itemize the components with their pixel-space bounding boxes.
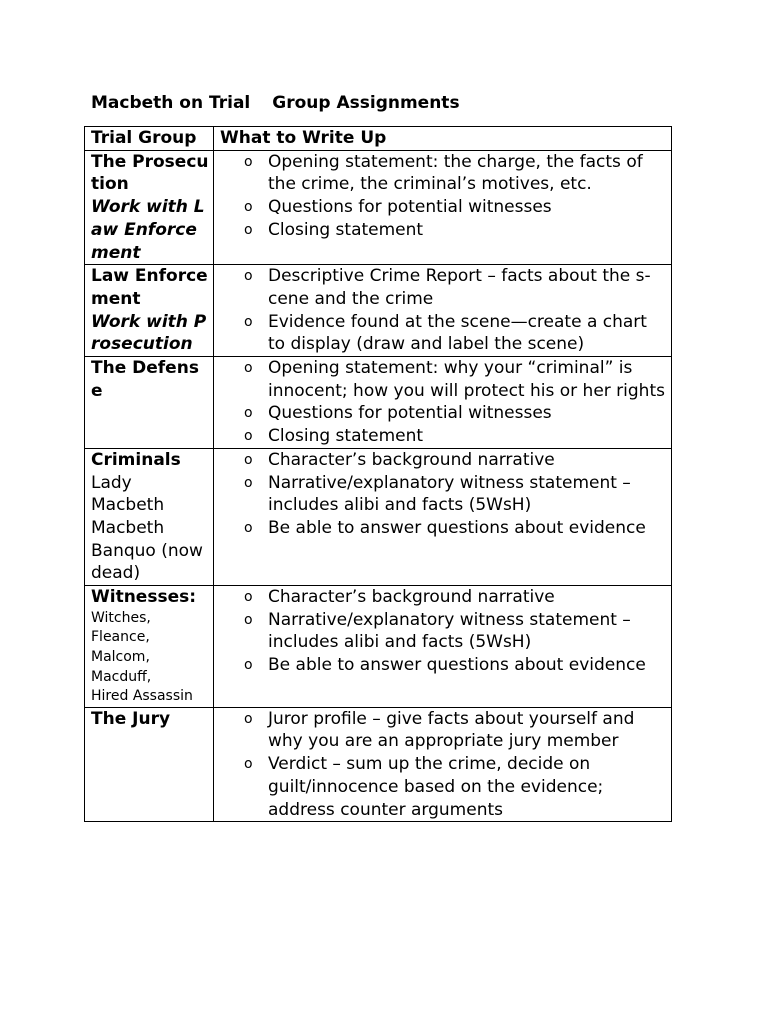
col-header-what-to-write: What to Write Up: [214, 127, 672, 151]
group-member: Malcom,: [91, 648, 150, 665]
write-up-cell: [214, 357, 672, 449]
group-member: Macduff,: [91, 668, 152, 685]
group-collaboration-note: Work with Law Enforcement: [91, 197, 205, 263]
group-name: The Defense: [91, 358, 199, 401]
trial-group-cell: [85, 150, 214, 265]
table-body: [85, 150, 672, 822]
group-name: Law Enforcement: [91, 266, 208, 309]
table-row: [85, 357, 672, 449]
group-member: Fleance,: [91, 629, 150, 646]
trial-group-cell: [85, 448, 214, 585]
task-item: o Juror profile – give facts about yourself and why you are an appropriate jury member: [244, 708, 667, 753]
write-up-cell: [214, 265, 672, 357]
group-member: Witches,: [91, 609, 151, 626]
task-item: o Verdict – sum up the crime, decide on guilt/innocence based on the evidence; address counter arguments: [244, 753, 667, 821]
write-up-cell: [214, 707, 672, 822]
write-up-cell: [214, 448, 672, 585]
header-row: [85, 127, 672, 151]
task-list: [220, 357, 667, 448]
table-row: [85, 265, 672, 357]
table-row: [85, 707, 672, 822]
task-item: o Questions for potential witnesses: [244, 196, 667, 219]
task-list: [220, 265, 667, 356]
group-member: Macbeth: [91, 517, 165, 538]
task-item: o Be able to answer questions about evidence: [244, 517, 667, 540]
table-row: [85, 448, 672, 585]
task-item: o Closing statement: [244, 425, 667, 448]
trial-group-cell: [85, 265, 214, 357]
group-name: The Prosecution: [91, 151, 209, 195]
group-member: Lady Macbeth: [91, 472, 165, 516]
write-up-cell: [214, 150, 672, 265]
table-row: [85, 586, 672, 708]
trial-group-cell: [85, 707, 214, 822]
table-row: [85, 150, 672, 265]
title-subtext: Group Assignments: [272, 93, 460, 113]
task-list: [220, 449, 667, 540]
task-list: [220, 151, 667, 242]
trial-group-cell: [85, 586, 214, 708]
group-name: Criminals: [91, 449, 181, 470]
task-item: o Character’s background narrative: [244, 586, 667, 609]
task-item: o Closing statement: [244, 219, 667, 242]
task-item: o Descriptive Crime Report – facts about the s-cene and the crime: [244, 265, 667, 310]
task-item: o Opening statement: the charge, the facts of the crime, the criminal’s motives, etc.: [244, 151, 667, 196]
write-up-cell: [214, 586, 672, 708]
task-item: o Character’s background narrative: [244, 449, 667, 472]
task-list: [220, 708, 667, 822]
task-list: [220, 586, 667, 677]
group-name: The Jury: [91, 708, 171, 729]
document-title: [91, 92, 460, 114]
group-collaboration-note: Work with Prosecution: [91, 311, 207, 355]
col-header-trial-group: Trial Group: [85, 127, 214, 151]
trial-group-cell: [85, 357, 214, 449]
group-name: Witnesses:: [91, 587, 197, 608]
task-item: o Narrative/explanatory witness statement – includes alibi and facts (5WsH): [244, 472, 667, 517]
task-item: o Evidence found at the scene—create a chart to display (draw and label the scene): [244, 311, 667, 356]
task-item: o Be able to answer questions about evidence: [244, 654, 667, 677]
task-item: o Questions for potential witnesses: [244, 402, 667, 425]
group-member: Hired Assassin: [91, 688, 193, 705]
assignments-table: [84, 126, 672, 822]
group-member: Banquo (now dead): [91, 540, 203, 584]
title-text: Macbeth on Trial: [91, 93, 251, 113]
task-item: o Narrative/explanatory witness statement – includes alibi and facts (5WsH): [244, 609, 667, 654]
task-item: o Opening statement: why your “criminal” is innocent; how you will protect his or her rights: [244, 357, 667, 402]
